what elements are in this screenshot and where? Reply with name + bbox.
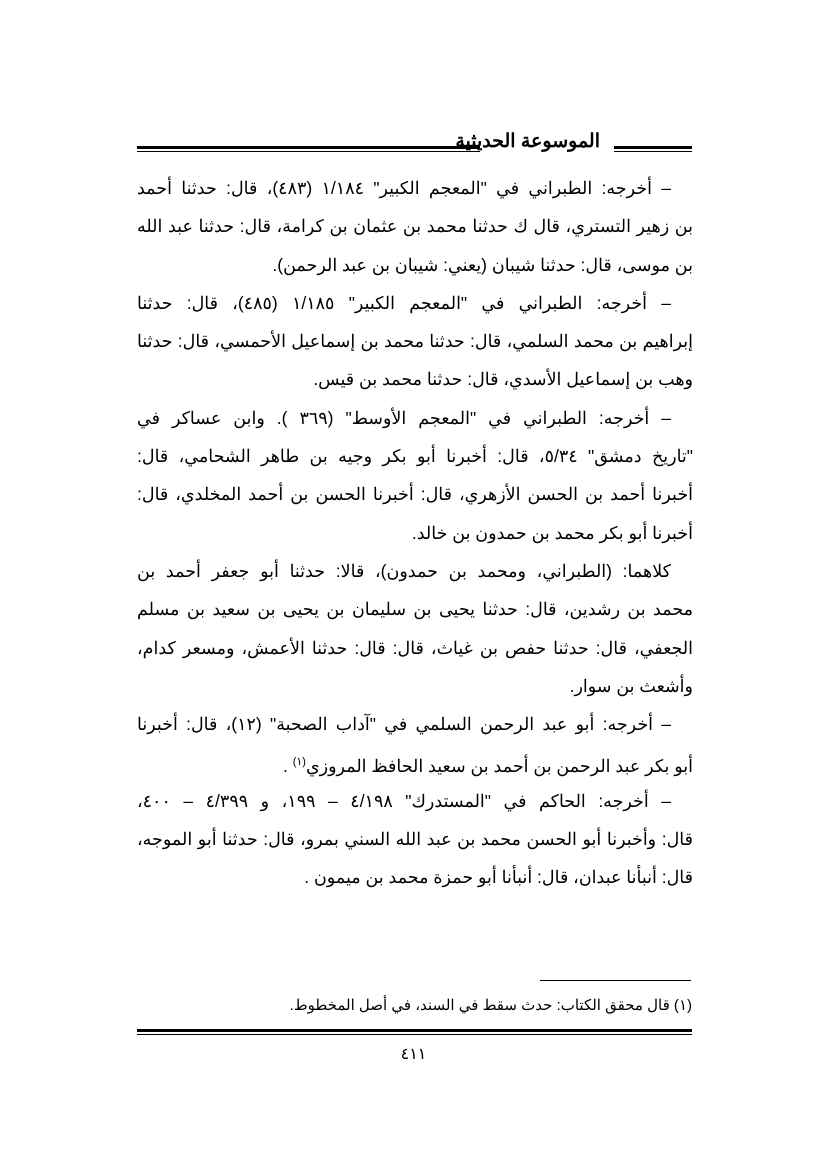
text-line: وهب بن إسماعيل الأسدي، قال: حدثنا محمد بن قيس. — [313, 369, 693, 390]
text-line-content: أبو بكر عبد الرحمن بن أحمد بن سعيد الحافظ المروزي — [305, 756, 693, 777]
text-line: إبراهيم بن محمد السلمي، قال: حدثنا محمد بن إسماعيل الأحمسي، قال: حدثنا — [137, 331, 693, 352]
text-line: أخبرنا أبو بكر محمد بن حمدون بن خالد. — [411, 522, 693, 543]
page-number: ٤١١ — [400, 1046, 427, 1063]
text-line: – أخرجه: الطبراني في "المعجم الأوسط" (٣٦٩ ). وابن عساكر في — [137, 407, 671, 428]
text-line: محمد بن رشدين، قال: حدثنا يحيى بن سليمان بن يحيى بن سعيد بن مسلم — [137, 599, 693, 620]
text-line: كلاهما: (الطبراني، ومحمد بن حمدون)، قالا: حدثنا أبو جعفر أحمد بن — [137, 560, 671, 581]
text-line — [137, 745, 693, 783]
header-title: الموسوعة الحديثية — [455, 131, 600, 152]
text-line: – أخرجه: الطبراني في "المعجم الكبير" ١/١٨٥ (٤٨٥)، قال: حدثنا — [137, 292, 671, 313]
text-line: بن موسى، قال: حدثنا شيبان (يعني: شيبان بن عبد الرحمن). — [272, 254, 693, 275]
footnote: (١) قال محقق الكتاب: حدث سقط في السند، في أصل المخطوط. — [289, 997, 692, 1014]
running-header — [137, 131, 692, 166]
text-line: الجعفي، قال: حدثنا حفص بن غياث، قال: قال: حدثنا الأعمش، ومسعر كدام، — [137, 637, 693, 658]
footnote-separator — [540, 980, 691, 981]
footnote-reference[interactable]: (١) — [292, 756, 306, 769]
text-line: – أخرجه: الحاكم في "المستدرك" ٤/١٩٨ – ١٩٩، و ٤/٣٩٩ – ٤٠٠، — [137, 790, 671, 811]
text-line-tail: . — [282, 756, 293, 777]
header-rule-right — [614, 146, 692, 152]
text-line: بن زهير التستري، قال ك حدثنا محمد بن عثمان بن كرامة، قال: حدثنا عبد الله — [137, 216, 693, 237]
text-line: "تاريخ دمشق" ٥/٣٤، قال: أخبرنا أبو بكر وجيه بن طاهر الشحامي، قال: — [137, 446, 693, 467]
text-line: – أخرجه: أبو عبد الرحمن السلمي في "آداب الصحبة" (١٢)، قال: أخبرنا — [137, 714, 671, 735]
footer-rule — [137, 1029, 692, 1035]
text-line: وأشعث بن سوار. — [569, 675, 693, 696]
main-text — [137, 171, 693, 899]
text-line: أخبرنا أحمد بن الحسن الأزهري، قال: أخبرنا الحسن بن أحمد المخلدي، قال: — [137, 484, 693, 505]
text-line: قال: وأخبرنا أبو الحسن محمد بن عبد الله السني بمرو، قال: حدثنا أبو الموجه، — [137, 829, 693, 850]
header-rule-left — [137, 146, 480, 152]
text-line: قال: أنبأنا عبدان، قال: أنبأنا أبو حمزة محمد بن ميمون . — [304, 867, 693, 888]
text-line: – أخرجه: الطبراني في "المعجم الكبير" ١/١٨٤ (٤٨٣)، قال: حدثنا أحمد — [137, 178, 671, 198]
